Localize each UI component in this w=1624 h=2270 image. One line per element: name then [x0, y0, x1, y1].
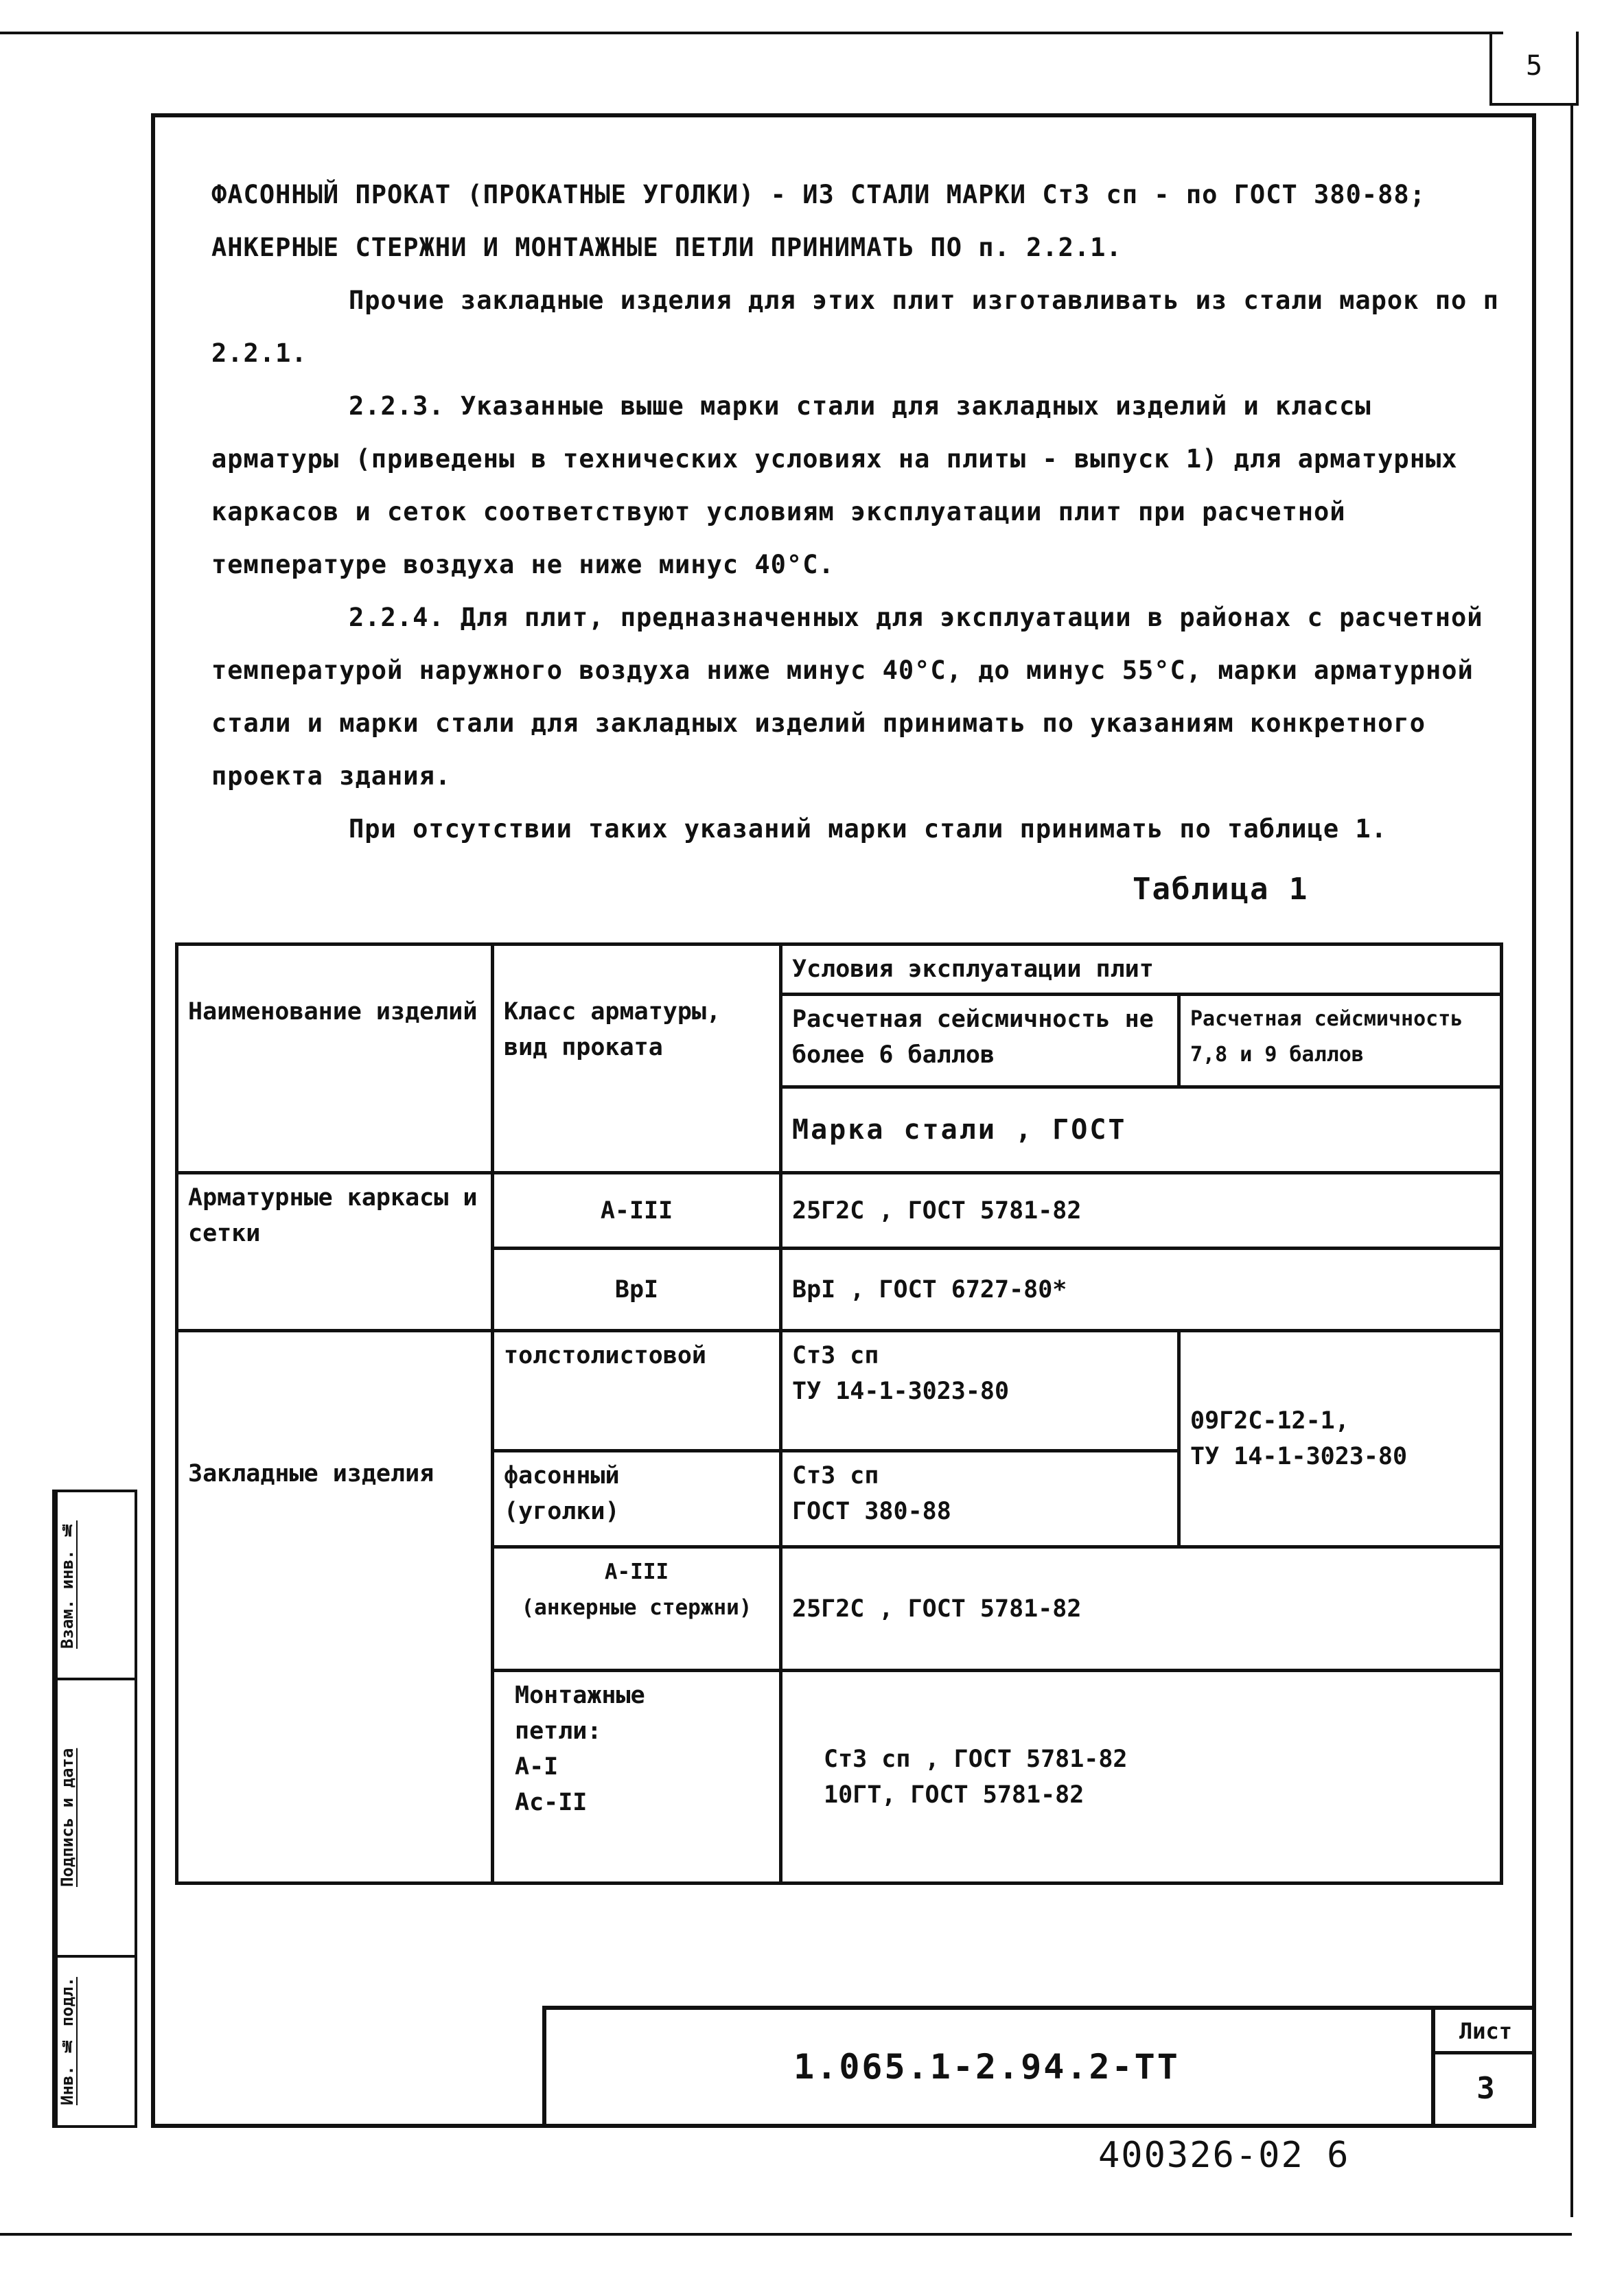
frame-bottom-line [0, 2233, 1572, 2236]
header-seismic-low: Расчетная сейсмичность не более 6 баллов [781, 995, 1179, 1087]
embedded-class-anchor-line-1: А-III [604, 1560, 669, 1584]
paragraph-4: 2.2.4. Для плит, предназначенных для эксплуатации в районах с расчетной температурой наружного воздуха ниже минус 40°С, до минус 55°С, марки арматурной стали и марки стали для закладных изделий принимать по указаниям конкретного проекта здания. [211, 603, 1483, 791]
group-embedded-name: Закладные изделия [177, 1331, 493, 1884]
embedded-steel-plate-line-1: Ст3 сп [792, 1342, 879, 1369]
document-code: 1.065.1-2.94.2-ТТ [793, 2047, 1180, 2087]
embedded-steel-anchor: 25Г2С , ГОСТ 5781-82 [781, 1547, 1502, 1671]
frames-class-a3: А-III [493, 1173, 781, 1249]
frame-top-line [0, 32, 1503, 34]
embedded-class-loops-line-4: Ас-II [515, 1789, 588, 1816]
stamp-inv-original: Инв. № подл. [55, 1958, 92, 2125]
paragraph-2: Прочие закладные изделия для этих плит изготавливать из стали марок по п 2.2.1. [211, 286, 1499, 368]
embedded-class-angle-line-1: фасонный [504, 1462, 620, 1490]
embedded-class-angle-line-2: (уголки) [504, 1498, 620, 1525]
embedded-steel-angle-line-2: ГОСТ 380-88 [792, 1498, 951, 1525]
embedded-class-anchor-line-2: (анкерные стержни) [521, 1595, 752, 1620]
embedded-class-loops-line-2: петли: [515, 1717, 602, 1745]
paragraph-5: При отсутствии таких указаний марки стали принимать по таблице 1. [349, 814, 1387, 844]
embedded-steel-high-line-2: ТУ 14-1-3023-80 [1190, 1443, 1408, 1470]
embedded-steel-seismic-high [1179, 1331, 1502, 1547]
frames-steel-vr1: ВрI , ГОСТ 6727-80* [781, 1249, 1502, 1331]
sheet-label: Лист [1435, 2011, 1536, 2054]
body-text [211, 168, 1502, 855]
embedded-steel-plate [781, 1331, 1179, 1451]
paragraph-1-line-1: ФАСОННЫЙ ПРОКАТ (ПРОКАТНЫЕ УГОЛКИ) - ИЗ СТАЛИ МАРКИ Ст3 сп - по ГОСТ 380-88; [211, 180, 1426, 209]
embedded-class-loops [493, 1671, 781, 1884]
sheet-number: 3 [1476, 2071, 1495, 2106]
frames-steel-a3: 25Г2С , ГОСТ 5781-82 [781, 1173, 1502, 1249]
header-operating-conditions: Условия эксплуатации плит [781, 945, 1502, 995]
embedded-class-loops-line-1: Монтажные [515, 1682, 645, 1709]
embedded-steel-high-line-1: 09Г2С-12-1, [1190, 1407, 1349, 1435]
embedded-steel-loops-line-2: 10ГТ, ГОСТ 5781-82 [824, 1781, 1084, 1809]
paragraph-3: 2.2.3. Указанные выше марки стали для закладных изделий и классы арматуры (приведены в технических условиях на плиты - выпуск 1) для арматурных каркасов и сеток соответствуют условиям эксплуатации плит при расчетной температуре воздуха не ниже минус 40°С. [211, 391, 1458, 579]
embedded-steel-plate-line-2: ТУ 14-1-3023-80 [792, 1378, 1010, 1405]
frame-right-line [1570, 103, 1573, 2217]
table-title: Таблица 1 [1133, 872, 1309, 907]
embedded-steel-angle [781, 1451, 1179, 1547]
embedded-steel-loops [781, 1671, 1502, 1884]
embedded-class-anchor [493, 1547, 781, 1671]
group-frames-name: Арматурные каркасы и сетки [177, 1173, 493, 1331]
embedded-class-angle [493, 1451, 781, 1547]
archive-code: 400326-02 6 [1098, 2135, 1350, 2176]
header-seismic-high: Расчетная сейсмичность 7,8 и 9 баллов [1179, 995, 1502, 1087]
embedded-class-loops-line-3: А-I [515, 1753, 559, 1781]
stamp-inv-replacement: Взам. инв. № [55, 1492, 92, 1678]
embedded-class-plate: толстолистовой [493, 1331, 781, 1451]
header-reinforcement-class: Класс арматуры, вид проката [493, 945, 781, 1173]
frames-class-vr1: ВрI [493, 1249, 781, 1331]
header-steel-grade: Марка стали , ГОСТ [781, 1087, 1502, 1173]
stamp-column [52, 1490, 137, 2128]
steel-grades-table [175, 942, 1503, 1885]
header-product-name: Наименование изделий [177, 945, 493, 1173]
embedded-steel-loops-line-1: Ст3 сп , ГОСТ 5781-82 [824, 1745, 1128, 1773]
paragraph-1-line-2: АНКЕРНЫЕ СТЕРЖНИ И МОНТАЖНЫЕ ПЕТЛИ ПРИНИМАТЬ ПО п. 2.2.1. [211, 233, 1122, 262]
page-number: 5 [1489, 32, 1579, 106]
embedded-steel-angle-line-1: Ст3 сп [792, 1462, 879, 1490]
stamp-signature-date: Подпись и дата [55, 1680, 92, 1955]
